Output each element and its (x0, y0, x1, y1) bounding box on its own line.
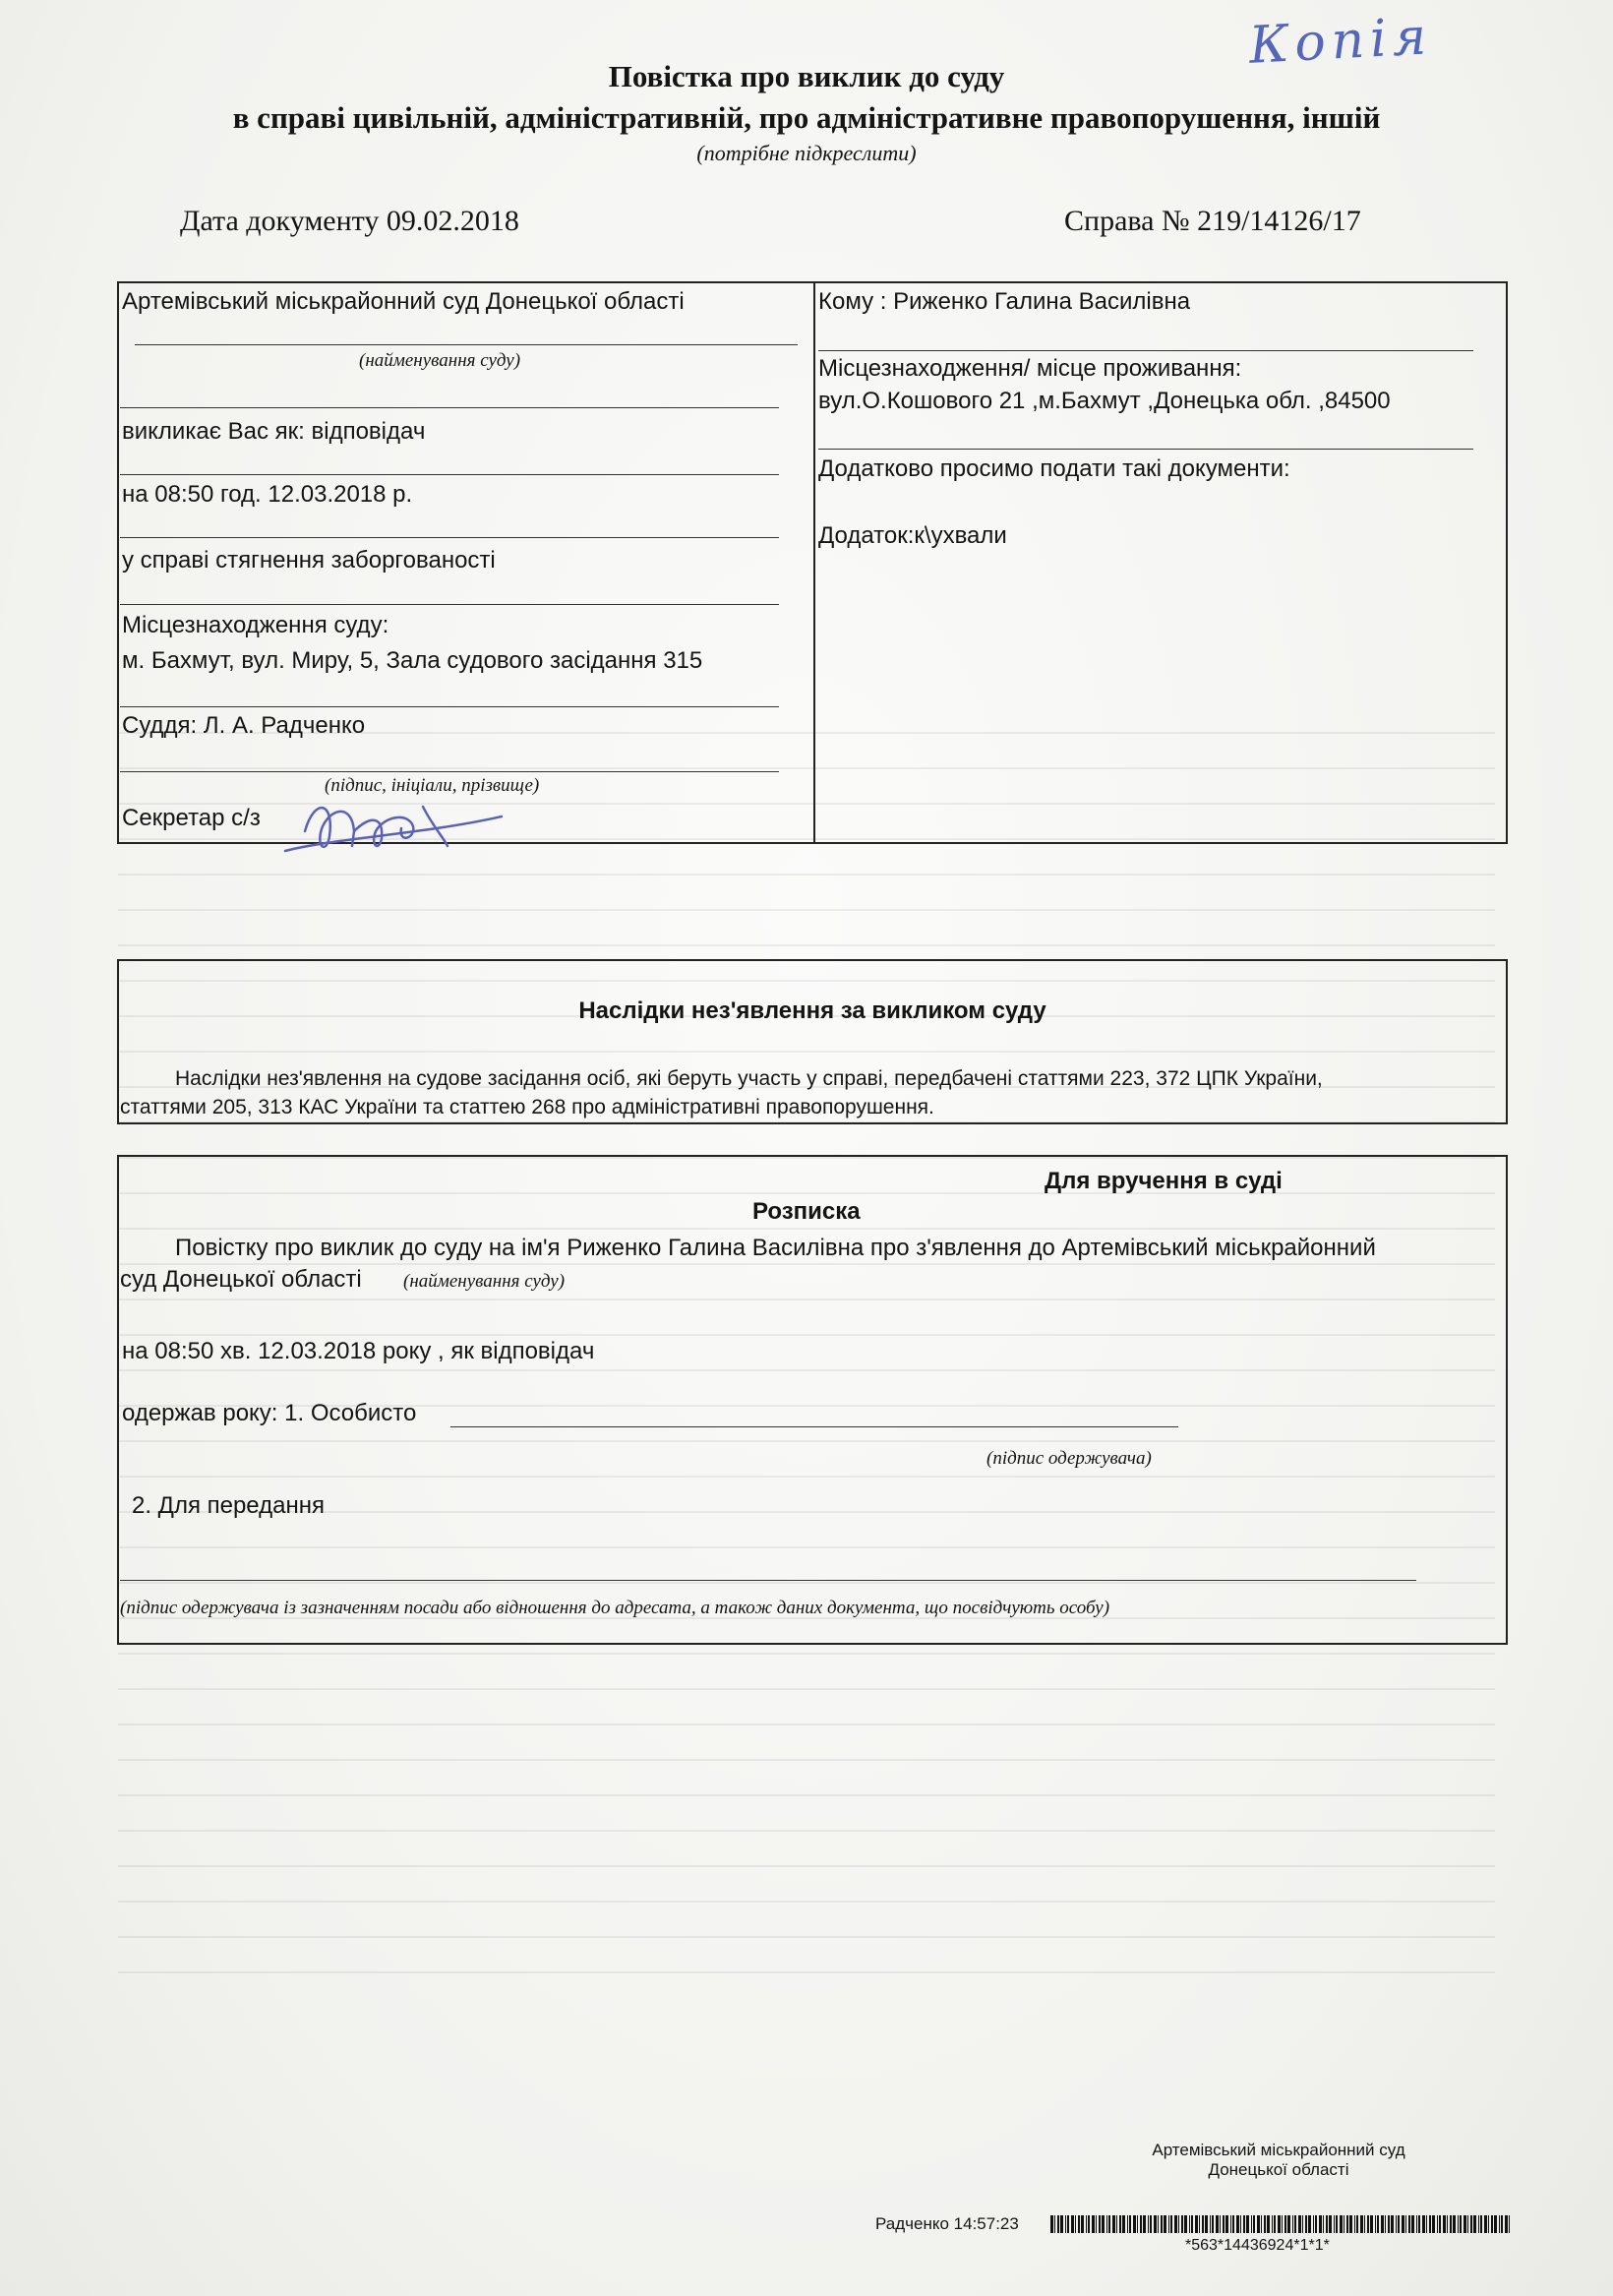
barcode-bar (1205, 2215, 1208, 2233)
barcode-bar (1494, 2215, 1497, 2233)
barcode-bar (1236, 2215, 1239, 2233)
table-column-divider (813, 281, 815, 844)
judge-name: Суддя: Л. А. Радченко (122, 712, 366, 739)
barcode-bar (1505, 2215, 1508, 2233)
barcode-bar (1334, 2215, 1335, 2233)
barcode-bar (1287, 2215, 1290, 2233)
barcode-bar (1447, 2215, 1448, 2233)
secretary-signature (275, 777, 531, 866)
barcode-bar (1326, 2215, 1328, 2233)
barcode-bar (1354, 2215, 1355, 2233)
barcode-bar (1305, 2215, 1307, 2233)
summoned-as: викликає Вас як: відповідач (122, 418, 426, 445)
barcode-bar (1257, 2215, 1260, 2233)
barcode-bar (1189, 2215, 1190, 2233)
extra-docs-label: Додатково просимо подати такі документи: (818, 455, 1290, 482)
barcode-bar (1356, 2215, 1358, 2233)
hearing-time: на 08:50 год. 12.03.2018 р. (122, 481, 413, 508)
barcode-bar (1108, 2215, 1110, 2233)
document-date: Дата документу 09.02.2018 (180, 205, 519, 237)
court-name: Артемівський міськрайонний суд Донецької області (122, 288, 685, 315)
barcode-bar (1164, 2215, 1166, 2233)
barcode-bar (1251, 2215, 1252, 2233)
barcode-bar (1148, 2215, 1149, 2233)
barcode-bar (1450, 2215, 1452, 2233)
barcode-bar (1467, 2215, 1468, 2233)
barcode-bar (1088, 2215, 1090, 2233)
barcode-bar (1346, 2215, 1348, 2233)
barcode-bar (1405, 2215, 1406, 2233)
barcode-bar (1315, 2215, 1317, 2233)
barcode-bar (1199, 2215, 1200, 2233)
barcode-bar (1178, 2215, 1179, 2233)
receipt-received: одержав року: 1. Особисто (122, 1400, 417, 1426)
barcode-bar (1323, 2215, 1324, 2233)
barcode-bar (1284, 2215, 1286, 2233)
barcode-bar (1422, 2215, 1425, 2233)
barcode-bar (1478, 2215, 1479, 2233)
barcode-bar (1408, 2215, 1410, 2233)
barcode-bar (1158, 2215, 1159, 2233)
barcode-bar (1432, 2215, 1435, 2233)
footer-court-line1: Артемівський міськрайонний суд (1152, 2141, 1405, 2159)
barcode-bar (1292, 2215, 1293, 2233)
attachment-label: Додаток:к\ухвали (818, 522, 1007, 549)
barcode-bar (1150, 2215, 1152, 2233)
document-title: Повістка про виклик до суду (608, 59, 1005, 93)
judge-line (120, 771, 779, 772)
underline-note: (потрібне підкреслити) (696, 141, 917, 165)
barcode-bar (1127, 2215, 1128, 2233)
barcode-bar (1102, 2215, 1105, 2233)
barcode-bar (1264, 2215, 1266, 2233)
barcode-bar (1319, 2215, 1322, 2233)
barcode-bar (1501, 2215, 1503, 2233)
barcode-bar (1106, 2215, 1107, 2233)
barcode-bar (1210, 2215, 1211, 2233)
barcode-bar (1065, 2215, 1066, 2233)
barcode-bar (1099, 2215, 1101, 2233)
barcode-bar (1181, 2215, 1183, 2233)
barcode-bar (1439, 2215, 1441, 2233)
barcode-bar (1484, 2215, 1487, 2233)
barcode-bar (1364, 2215, 1365, 2233)
barcode-text: *563*14436924*1*1* (1185, 2237, 1330, 2254)
barcode-bar (1240, 2215, 1241, 2233)
barcode-bar (1437, 2215, 1438, 2233)
barcode-bar (1261, 2215, 1262, 2233)
case-subject-line (120, 604, 779, 605)
court-name-caption: (найменування суду) (359, 350, 521, 371)
barcode-bar (1470, 2215, 1472, 2233)
receipt-time: на 08:50 хв. 12.03.2018 року , як відповідач (122, 1338, 595, 1364)
barcode-bar (1081, 2215, 1084, 2233)
footer-court-line2: Донецької області (1208, 2160, 1349, 2179)
barcode-bar (1092, 2215, 1095, 2233)
barcode-bar (1460, 2215, 1462, 2233)
barcode-bar (1381, 2215, 1384, 2233)
barcode-bar (1223, 2215, 1225, 2233)
barcode-bar (1391, 2215, 1394, 2233)
barcode-bar (1143, 2215, 1146, 2233)
receipt-bottom-caption: (підпис одержувача із зазначенням посади або відношення до адресата, а також даних документа, що посвідчують особу) (120, 1598, 1110, 1618)
barcode-bar (1396, 2215, 1397, 2233)
barcode-bar (1267, 2215, 1270, 2233)
barcode-bar (1050, 2215, 1053, 2233)
document-subtitle: в справі цивільній, адміністративній, про адміністративне правопорушення, іншій (232, 100, 1381, 135)
barcode-bar (1282, 2215, 1283, 2233)
barcode-bar (1377, 2215, 1379, 2233)
barcode-bar (1243, 2215, 1245, 2233)
receipt-title: Розписка (752, 1198, 861, 1225)
barcode-bar (1078, 2215, 1080, 2233)
barcode-bar (1272, 2215, 1273, 2233)
recipient-line (818, 350, 1473, 351)
barcode-bar (1340, 2215, 1343, 2233)
barcode-bar (1385, 2215, 1386, 2233)
court-location-label: Місцезнаходження суду: (122, 612, 389, 638)
residence-line (818, 449, 1473, 450)
barcode-bar (1499, 2215, 1500, 2233)
barcode-bar (1225, 2215, 1228, 2233)
barcode-bar (1402, 2215, 1404, 2233)
barcode-bar (1116, 2215, 1117, 2233)
barcode-bar (1057, 2215, 1059, 2233)
barcode-bar (1308, 2215, 1311, 2233)
barcode-bar (1119, 2215, 1121, 2233)
footer-court-name (1111, 2141, 1446, 2180)
case-subject: у справі стягнення заборгованості (122, 547, 496, 574)
receipt-line1: Повістку про виклик до суду на ім'я Риженко Галина Василівна про з'явлення до Артемівський міськрайонний (175, 1235, 1376, 1261)
barcode-bar (1137, 2215, 1138, 2233)
barcode-bar (1170, 2215, 1172, 2233)
barcode-bar (1202, 2215, 1204, 2233)
barcode-bar (1509, 2215, 1510, 2233)
receipt-transfer-line (120, 1580, 1416, 1581)
receipt-transfer: 2. Для передання (132, 1492, 325, 1519)
barcode-bar (1491, 2215, 1493, 2233)
barcode-bar (1174, 2215, 1177, 2233)
receipt-court-caption: (найменування суду) (403, 1271, 566, 1292)
barcode-bar (1161, 2215, 1163, 2233)
footer-stamp: Радченко 14:57:23 (875, 2214, 1019, 2233)
barcode-bar (1195, 2215, 1198, 2233)
barcode-bar (1360, 2215, 1363, 2233)
barcode-bar (1184, 2215, 1187, 2233)
barcode-bar (1416, 2215, 1417, 2233)
barcode-bar (1274, 2215, 1276, 2233)
barcode-bar (1458, 2215, 1459, 2233)
barcode-bar (1367, 2215, 1369, 2233)
barcode-bar (1418, 2215, 1420, 2233)
barcode-bar (1168, 2215, 1169, 2233)
barcode-bar (1294, 2215, 1296, 2233)
secretary-label: Секретар с/з (122, 805, 261, 831)
barcode-bar (1129, 2215, 1131, 2233)
barcode-bar (1464, 2215, 1466, 2233)
consequences-text-line1: Наслідки нез'явлення на судове засідання осіб, які беруть участь у справі, передбачені статтями 223, 372 ЦПК України, (175, 1067, 1323, 1090)
barcode-bar (1086, 2215, 1087, 2233)
barcode-bar (1398, 2215, 1400, 2233)
case-number: Справа № 219/14126/17 (1064, 205, 1361, 237)
barcode-bar (1060, 2215, 1063, 2233)
barcode-bar (1302, 2215, 1303, 2233)
barcode-bar (1329, 2215, 1332, 2233)
barcode-bar (1075, 2215, 1076, 2233)
for-court-label: Для вручення в суді (1045, 1168, 1283, 1194)
barcode-bar (1246, 2215, 1249, 2233)
court-caption-line (120, 407, 779, 408)
barcode-bar (1473, 2215, 1476, 2233)
summoned-as-line (120, 474, 779, 475)
copy-handwritten-mark: Копія (1247, 7, 1434, 76)
consequences-title: Наслідки нез'явлення за викликом суду (578, 997, 1046, 1024)
barcode-bar (1253, 2215, 1255, 2233)
barcode-bar (1375, 2215, 1376, 2233)
barcode-bar (1336, 2215, 1338, 2233)
court-location: м. Бахмут, вул. Миру, 5, Зала судового засідання 315 (122, 647, 703, 674)
receipt-court-name: суд Донецької області (120, 1266, 362, 1293)
barcode-bar (1488, 2215, 1489, 2233)
barcode-bar (1443, 2215, 1446, 2233)
barcode-bar (1133, 2215, 1136, 2233)
barcode-bar (1453, 2215, 1456, 2233)
barcode-bar (1313, 2215, 1314, 2233)
barcode-bar (1154, 2215, 1157, 2233)
barcode-bar (1232, 2215, 1234, 2233)
barcode-bar (1230, 2215, 1231, 2233)
barcode-bar (1071, 2215, 1074, 2233)
barcode-bar (1140, 2215, 1142, 2233)
consequences-text-line2: статтями 205, 313 КАС України та статтею 268 про адміністративні правопорушення. (120, 1096, 934, 1118)
barcode-bar (1426, 2215, 1427, 2233)
barcode-bar (1122, 2215, 1125, 2233)
barcode-bar (1429, 2215, 1431, 2233)
barcode-bar (1212, 2215, 1214, 2233)
residence-address: вул.О.Кошового 21 ,м.Бахмут ,Донецька обл. ,84500 (818, 388, 1391, 414)
barcode-bar (1278, 2215, 1281, 2233)
barcode-bar (1298, 2215, 1301, 2233)
barcode-bar (1370, 2215, 1373, 2233)
barcode-bar (1480, 2215, 1482, 2233)
barcode-bar (1411, 2215, 1414, 2233)
court-location-line (120, 706, 779, 707)
barcode-bar (1054, 2215, 1055, 2233)
receipt-signature-line (450, 1426, 1178, 1427)
barcode-bar (1112, 2215, 1115, 2233)
barcode-bar (1220, 2215, 1221, 2233)
residence-label: Місцезнаходження/ місце проживання: (818, 355, 1242, 382)
barcode-bar (1216, 2215, 1219, 2233)
court-name-line (135, 344, 798, 345)
receipt-signature-caption: (підпис одержувача) (986, 1448, 1152, 1469)
barcode-bar (1191, 2215, 1193, 2233)
recipient-name: Кому : Риженко Галина Василівна (818, 288, 1191, 315)
barcode-bar (1349, 2215, 1352, 2233)
barcode-bar (1096, 2215, 1097, 2233)
barcode-bar (1388, 2215, 1390, 2233)
barcode (1050, 2215, 1515, 2233)
hearing-time-line (120, 537, 779, 538)
barcode-bar (1067, 2215, 1069, 2233)
judge-signature-caption: (підпис, ініціали, прізвище) (325, 775, 540, 796)
